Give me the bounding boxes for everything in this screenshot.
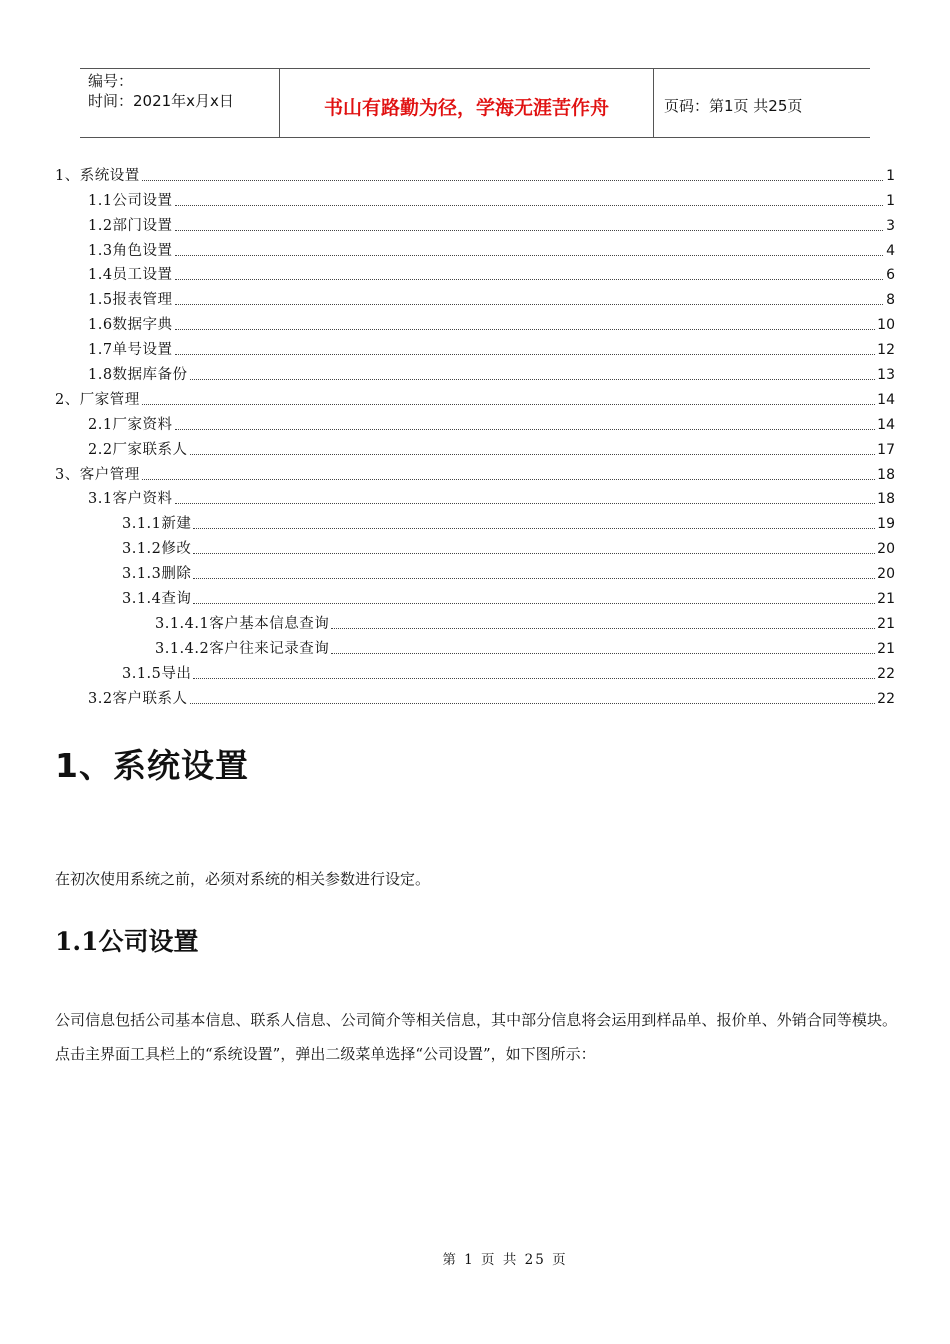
toc-entry[interactable] <box>55 509 895 534</box>
toc-entry-page: 13 <box>877 367 895 384</box>
toc-entry-page: 3 <box>886 217 895 234</box>
toc-leader-dots <box>193 603 875 604</box>
toc-entry-label: 2.2厂家联系人 <box>88 441 188 458</box>
toc-entry-label: 1.8数据库备份 <box>88 367 188 384</box>
toc-leader-dots <box>175 230 883 231</box>
toc-entry-label: 3.1.2修改 <box>122 541 192 558</box>
toc-entry[interactable] <box>55 435 895 460</box>
toc-entry-label: 3.1.3删除 <box>122 566 192 583</box>
heading-company-settings: 1.1公司设置 <box>55 927 199 956</box>
toc-entry[interactable] <box>55 634 895 659</box>
toc-entry[interactable] <box>55 161 895 186</box>
toc-entry-label: 1.1公司设置 <box>88 192 173 209</box>
toc-leader-dots <box>175 329 876 330</box>
toc-entry-page: 21 <box>877 591 895 608</box>
toc-entry-label: 3.1.1新建 <box>122 516 192 533</box>
toc-entry[interactable] <box>55 236 895 261</box>
toc-entry-page: 17 <box>877 441 895 458</box>
toc-leader-dots <box>175 255 883 256</box>
toc-entry[interactable] <box>55 360 895 385</box>
toc-entry-page: 12 <box>877 342 895 359</box>
header-motto: 书山有路勤为径，学海无涯苦作舟 <box>280 69 654 137</box>
toc-entry-label: 3.1.5导出 <box>122 665 192 682</box>
toc-leader-dots <box>190 703 876 704</box>
toc-entry-label: 3.1客户资料 <box>88 491 173 508</box>
toc-entry-label: 1.5报表管理 <box>88 292 173 309</box>
toc-entry-page: 1 <box>886 167 895 184</box>
company-settings-paragraph: 公司信息包括公司基本信息、联系人信息、公司简介等相关信息，其中部分信息将会运用到样品单、报价单、外销合同等模块。点击主界面工具栏上的“系统设置”，弹出二级菜单选择“公司设置”，如下图所示： <box>55 1011 897 1063</box>
toc-entry-page: 6 <box>886 267 895 284</box>
toc-entry-page: 14 <box>877 416 895 433</box>
toc-entry[interactable] <box>55 460 895 485</box>
toc-entry[interactable] <box>55 410 895 435</box>
toc-entry-label: 1.4员工设置 <box>88 267 173 284</box>
page-header <box>80 68 870 138</box>
toc-entry-page: 21 <box>877 640 895 657</box>
toc-entry-label: 3.2客户联系人 <box>88 690 188 707</box>
toc-entry-page: 19 <box>877 516 895 533</box>
time-label: 时间：2021年x月x日 <box>88 92 234 110</box>
toc-entry[interactable] <box>55 285 895 310</box>
toc-entry[interactable] <box>55 310 895 335</box>
toc-entry-page: 1 <box>886 192 895 209</box>
number-label: 编号： <box>88 72 134 90</box>
toc-entry[interactable] <box>55 211 895 236</box>
toc-entry-label: 1.2部门设置 <box>88 217 173 234</box>
toc-entry[interactable] <box>55 659 895 684</box>
toc-entry[interactable] <box>55 584 895 609</box>
toc-entry-page: 22 <box>877 690 895 707</box>
toc-leader-dots <box>193 553 875 554</box>
toc-entry-label: 1、系统设置 <box>55 167 140 184</box>
toc-entry-page: 20 <box>877 566 895 583</box>
toc-leader-dots <box>193 528 875 529</box>
toc-entry-page: 10 <box>877 317 895 334</box>
toc-entry-label: 3.1.4.2客户往来记录查询 <box>155 640 330 657</box>
toc-entry-label: 2、厂家管理 <box>55 391 140 408</box>
page-footer: 第 1 页 共 25 页 <box>442 1252 568 1268</box>
toc-entry-page: 4 <box>886 242 895 259</box>
toc-entry-page: 18 <box>877 466 895 483</box>
toc-entry-page: 21 <box>877 615 895 632</box>
toc-leader-dots <box>193 578 875 579</box>
toc-entry[interactable] <box>55 559 895 584</box>
toc-leader-dots <box>175 279 883 280</box>
toc-entry-label: 1.7单号设置 <box>88 342 173 359</box>
toc-entry-page: 22 <box>877 665 895 682</box>
toc-entry-page: 14 <box>877 391 895 408</box>
toc-leader-dots <box>142 404 875 405</box>
toc-entry-label: 1.3角色设置 <box>88 242 173 259</box>
toc-entry-label: 3.1.4查询 <box>122 591 192 608</box>
header-page-info: 页码：第1页 共25页 <box>664 96 803 115</box>
toc-entry[interactable] <box>55 684 895 709</box>
header-meta <box>80 69 280 137</box>
toc-entry[interactable] <box>55 609 895 634</box>
toc-leader-dots <box>190 379 876 380</box>
table-of-contents <box>55 161 895 709</box>
heading-system-settings: 1、系统设置 <box>55 746 249 785</box>
toc-entry[interactable] <box>55 261 895 286</box>
toc-entry-label: 3.1.4.1客户基本信息查询 <box>155 615 330 632</box>
toc-leader-dots <box>175 354 876 355</box>
toc-entry[interactable] <box>55 385 895 410</box>
toc-entry[interactable] <box>55 534 895 559</box>
toc-leader-dots <box>175 429 876 430</box>
toc-entry-page: 8 <box>886 292 895 309</box>
toc-entry[interactable] <box>55 485 895 510</box>
toc-entry[interactable] <box>55 186 895 211</box>
toc-leader-dots <box>175 205 883 206</box>
toc-entry-label: 2.1厂家资料 <box>88 416 173 433</box>
toc-leader-dots <box>142 180 883 181</box>
toc-leader-dots <box>193 678 875 679</box>
toc-entry-label: 1.6数据字典 <box>88 317 173 334</box>
toc-leader-dots <box>142 479 875 480</box>
toc-entry-page: 18 <box>877 491 895 508</box>
intro-paragraph: 在初次使用系统之前，必须对系统的相关参数进行设定。 <box>55 870 431 888</box>
toc-leader-dots <box>175 503 876 504</box>
toc-entry[interactable] <box>55 335 895 360</box>
toc-entry-page: 20 <box>877 541 895 558</box>
toc-leader-dots <box>190 454 876 455</box>
toc-leader-dots <box>331 653 875 654</box>
toc-leader-dots <box>331 628 875 629</box>
toc-entry-label: 3、客户管理 <box>55 466 140 483</box>
toc-leader-dots <box>175 304 883 305</box>
